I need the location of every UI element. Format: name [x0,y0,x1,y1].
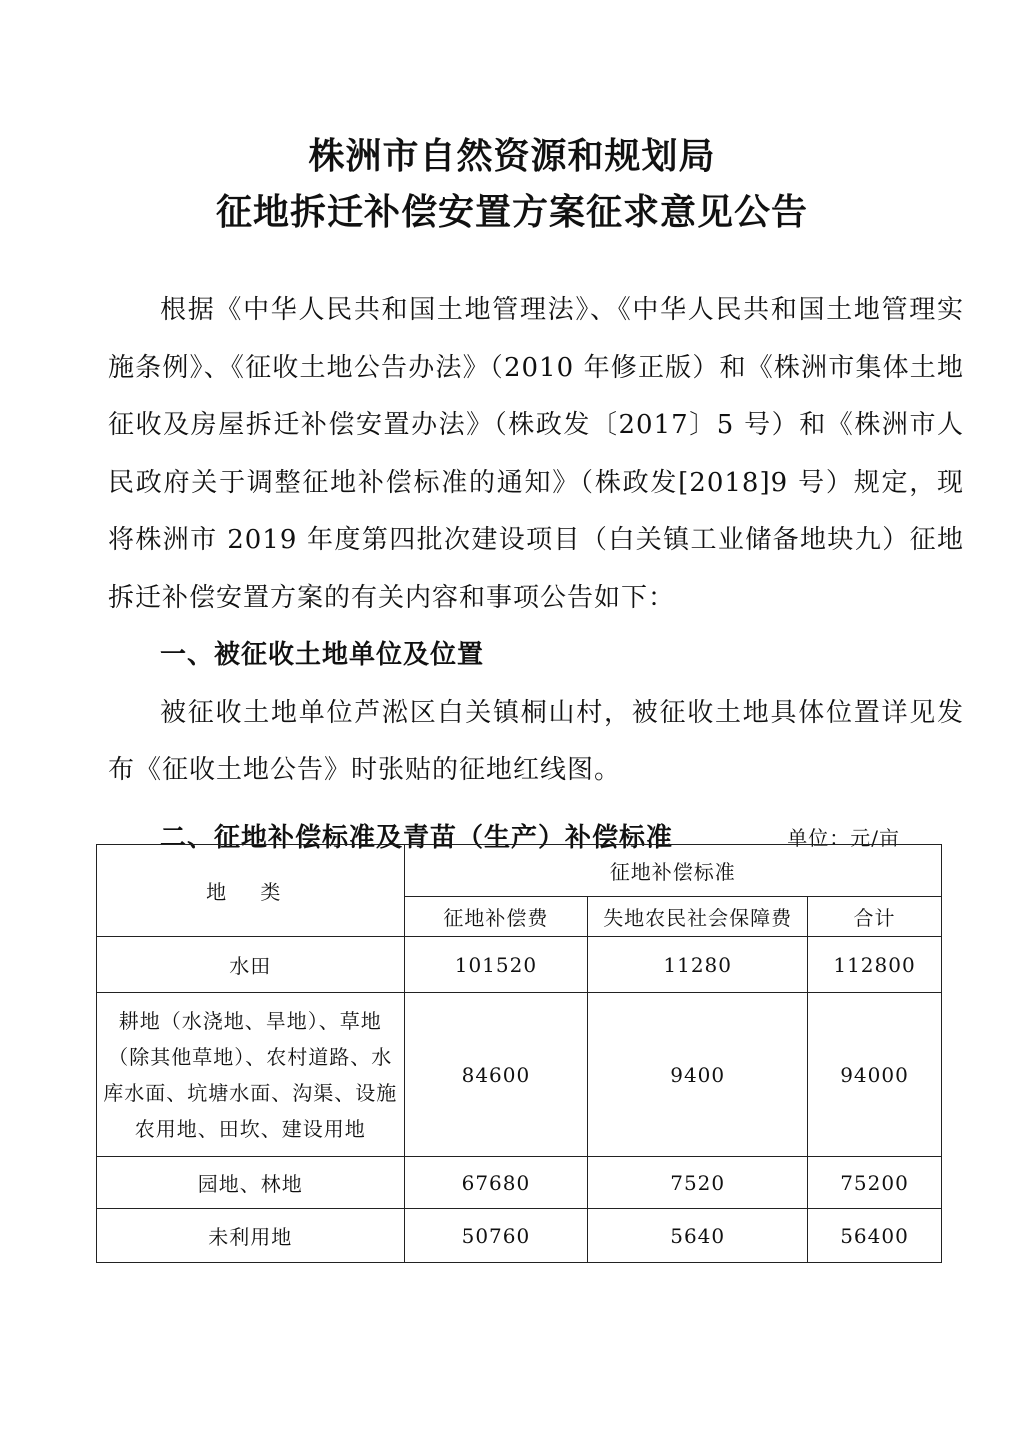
row-total: 94000 [808,993,942,1157]
document-title-line-2: 征地拆迁补偿安置方案征求意见公告 [215,192,808,233]
row-kind: 未利用地 [97,1209,405,1263]
header-land-fee: 征地补偿费 [404,897,588,937]
header-total: 合计 [808,897,942,937]
document-body [108,282,964,867]
row-kind: 园地、林地 [97,1157,405,1209]
section-2-heading: 二、征地补偿标准及青苗（生产）补偿标准 [160,822,674,853]
table-unit-label: 单位：元/亩 [787,826,900,850]
row-fee: 84600 [404,993,588,1157]
compensation-table [96,844,942,1263]
row-total: 112800 [808,937,942,993]
row-social: 11280 [588,937,808,993]
header-compensation-standard: 征地补偿标准 [404,845,941,897]
section-1-text: 被征收土地单位芦淞区白关镇桐山村，被征收土地具体位置详见发布《征收土地公告》时张贴的征地红线图。 [108,697,964,785]
table-row [97,1157,942,1209]
row-fee: 101520 [404,937,588,993]
intro-paragraph: 根据《中华人民共和国土地管理法》、《中华人民共和国土地管理实施条例》、《征收土地公告办法》（2010 年修正版）和《株洲市集体土地征收及房屋拆迁补偿安置办法》（株政发〔2017〕5 号）和《株洲市人民政府关于调整征地补偿标准的通知》（株政发[2018]9 号）规定，现将株洲市 2019 年度第四批次建设项目（白关镇工业储备地块九）征地拆迁补偿安置方案的有关内容和事项公告如下： [108,295,964,613]
row-fee: 50760 [404,1209,588,1263]
row-total: 75200 [808,1157,942,1209]
table-row [97,1209,942,1263]
section-1-heading: 一、被征收土地单位及位置 [160,640,485,670]
row-total: 56400 [808,1209,942,1263]
row-kind: 耕地（水浇地、旱地）、草地（除其他草地）、农村道路、水库水面、坑塘水面、沟渠、设施农用地、田坎、建设用地 [97,993,405,1157]
table-row [97,993,942,1157]
row-fee: 67680 [404,1157,588,1209]
row-kind: 水田 [97,937,405,993]
row-social: 9400 [588,993,808,1157]
header-land-kind: 地 类 [97,845,405,937]
header-social-security-fee: 失地农民社会保障费 [588,897,808,937]
row-social: 5640 [588,1209,808,1263]
table-row [97,937,942,993]
row-social: 7520 [588,1157,808,1209]
document-title-line-1: 株洲市自然资源和规划局 [308,136,716,177]
